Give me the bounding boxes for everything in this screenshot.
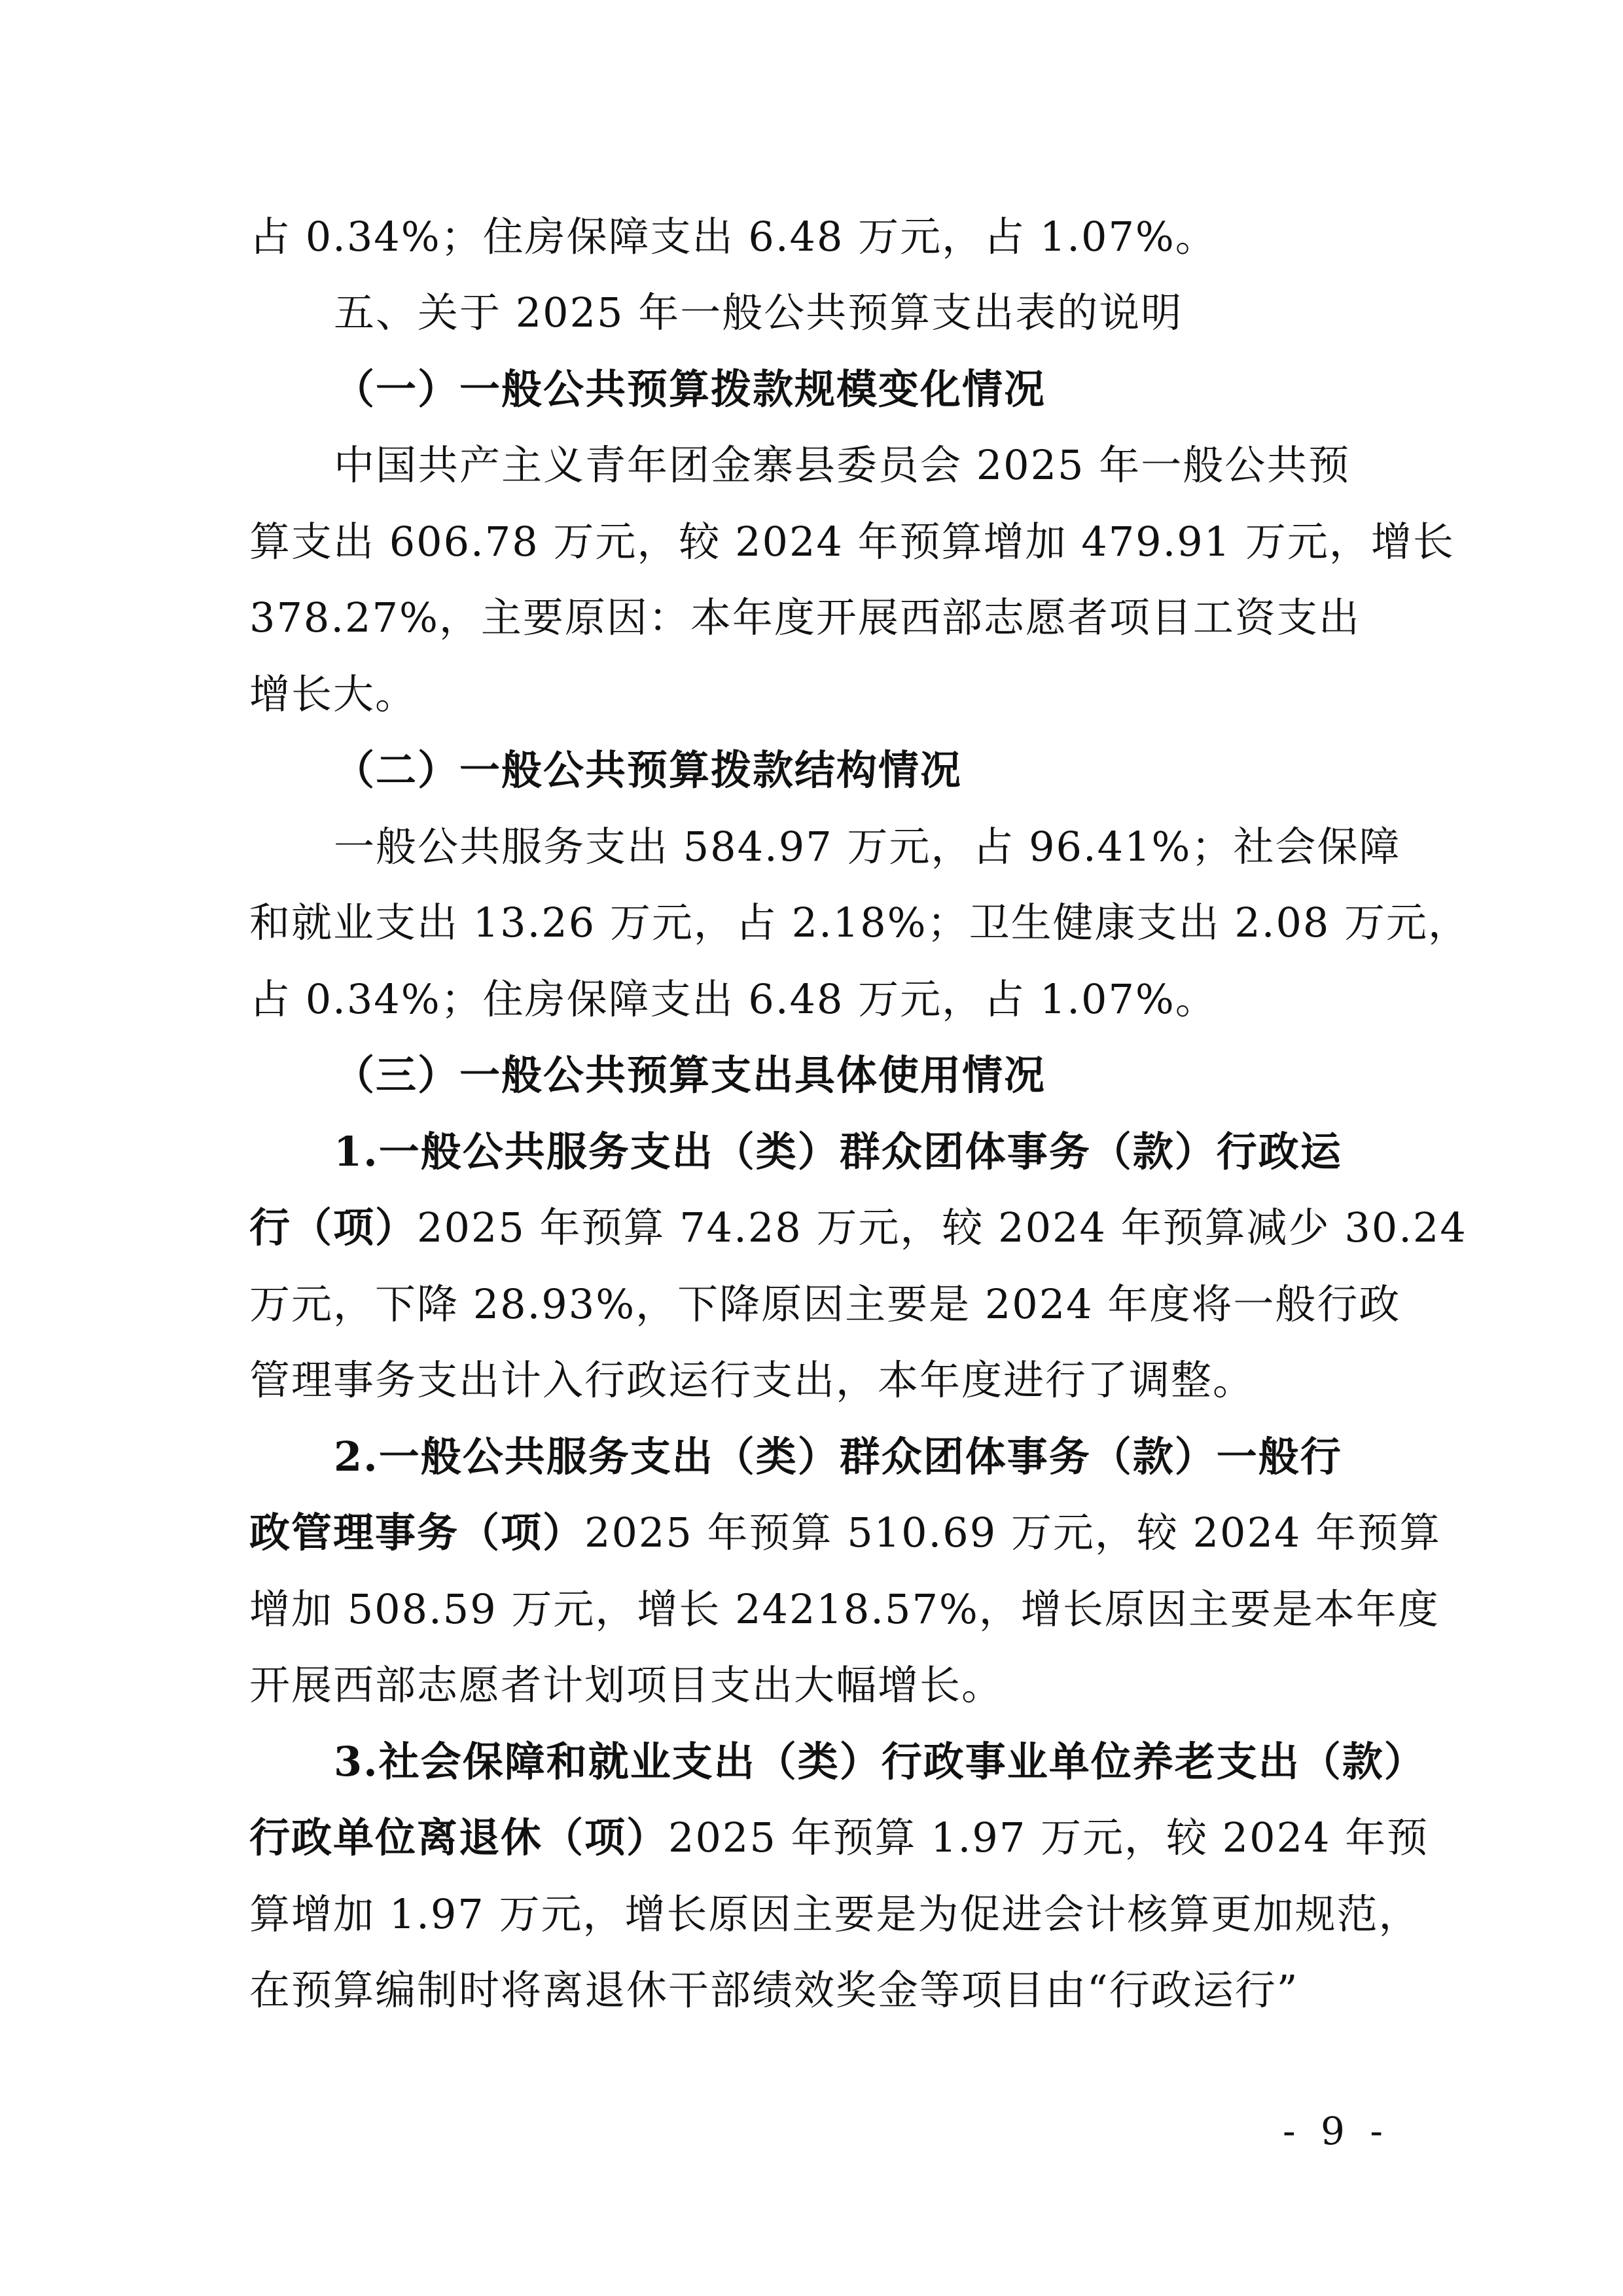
line-text: 算增加 1.97 万元，增长原因主要是为促进会计核算更加规范， <box>249 1890 1421 1938</box>
body-line <box>334 439 1350 492</box>
line-text: 2025 年预算 1.97 万元，较 2024 年预 <box>668 1814 1429 1861</box>
item-heading-tail: 行（项） <box>249 1204 418 1251</box>
body-line <box>249 1202 1467 1254</box>
line-text: 和就业支出 13.26 万元，占 2.18%；卫生健康支出 2.08 万元， <box>249 899 1471 946</box>
line-text: （一）一般公共预算拨款规模变化情况 <box>334 365 1046 413</box>
subsection-heading <box>334 363 1046 416</box>
line-text: 算支出 606.78 万元，较 2024 年预算增加 479.91 万元，增长 <box>249 518 1455 565</box>
page-number: - 9 - <box>1283 2109 1389 2153</box>
body-line <box>249 1888 1420 1941</box>
body-line <box>249 973 1217 1026</box>
line-text: 五、关于 2025 年一般公共预算支出表的说明 <box>334 289 1183 336</box>
subsection-heading <box>334 1049 1046 1102</box>
body-line <box>249 897 1470 949</box>
item-heading <box>334 1736 1426 1788</box>
item-heading <box>334 1431 1342 1483</box>
subsection-heading <box>334 744 962 797</box>
line-text: 万元，下降 28.93%，下降原因主要是 2024 年度将一般行政 <box>249 1280 1401 1328</box>
line-text: 2025 年预算 74.28 万元，较 2024 年预算减少 30.24 <box>417 1204 1467 1251</box>
section-heading <box>334 287 1183 339</box>
line-text: 1.一般公共服务支出（类）群众团体事务（款）行政运 <box>334 1128 1342 1175</box>
line-text: 增长大。 <box>249 670 418 718</box>
line-text: 增加 508.59 万元，增长 24218.57%，增长原因主要是本年度 <box>249 1585 1440 1633</box>
body-line <box>334 821 1400 873</box>
line-text: （二）一般公共预算拨款结构情况 <box>334 746 963 794</box>
body-line <box>249 1964 1298 2017</box>
body-line <box>249 592 1361 644</box>
line-text: 占 0.34%；住房保障支出 6.48 万元，占 1.07%。 <box>249 975 1217 1023</box>
body-line <box>249 516 1455 568</box>
item-heading-tail: 政管理事务（项） <box>249 1509 585 1556</box>
body-line <box>249 1812 1429 1864</box>
body-line <box>249 1354 1255 1407</box>
body-line <box>249 1659 1003 1712</box>
line-text: 管理事务支出计入行政运行支出，本年度进行了调整。 <box>249 1356 1255 1404</box>
line-text: 378.27%，主要原因：本年度开展西部志愿者项目工资支出 <box>249 594 1361 641</box>
body-line <box>249 668 417 721</box>
line-text: 3.社会保障和就业支出（类）行政事业单位养老支出（款） <box>334 1738 1426 1785</box>
line-text: 中国共产主义青年团金寨县委员会 2025 年一般公共预 <box>334 441 1351 489</box>
line-text: （三）一般公共预算支出具体使用情况 <box>334 1051 1046 1099</box>
body-line <box>249 211 1395 263</box>
body-line <box>249 1583 1440 1636</box>
item-heading <box>334 1126 1342 1178</box>
line-text: 2.一般公共服务支出（类）群众团体事务（款）一般行 <box>334 1433 1342 1480</box>
line-text: 2025 年预算 510.69 万元，较 2024 年预算 <box>584 1509 1442 1556</box>
item-heading-tail: 行政单位离退休（项） <box>249 1814 669 1861</box>
line-text: 开展西部志愿者计划项目支出大幅增长。 <box>249 1661 1004 1709</box>
line-text: 占 0.34%；住房保障支出 6.48 万元，占 1.07%。 <box>249 213 1217 260</box>
body-line <box>249 1507 1441 1559</box>
line-text: 一般公共服务支出 584.97 万元，占 96.41%；社会保障 <box>334 823 1401 870</box>
body-line <box>249 1278 1400 1331</box>
line-text: 在预算编制时将离退休干部绩效奖金等项目由“行政运行” <box>249 1966 1299 2014</box>
